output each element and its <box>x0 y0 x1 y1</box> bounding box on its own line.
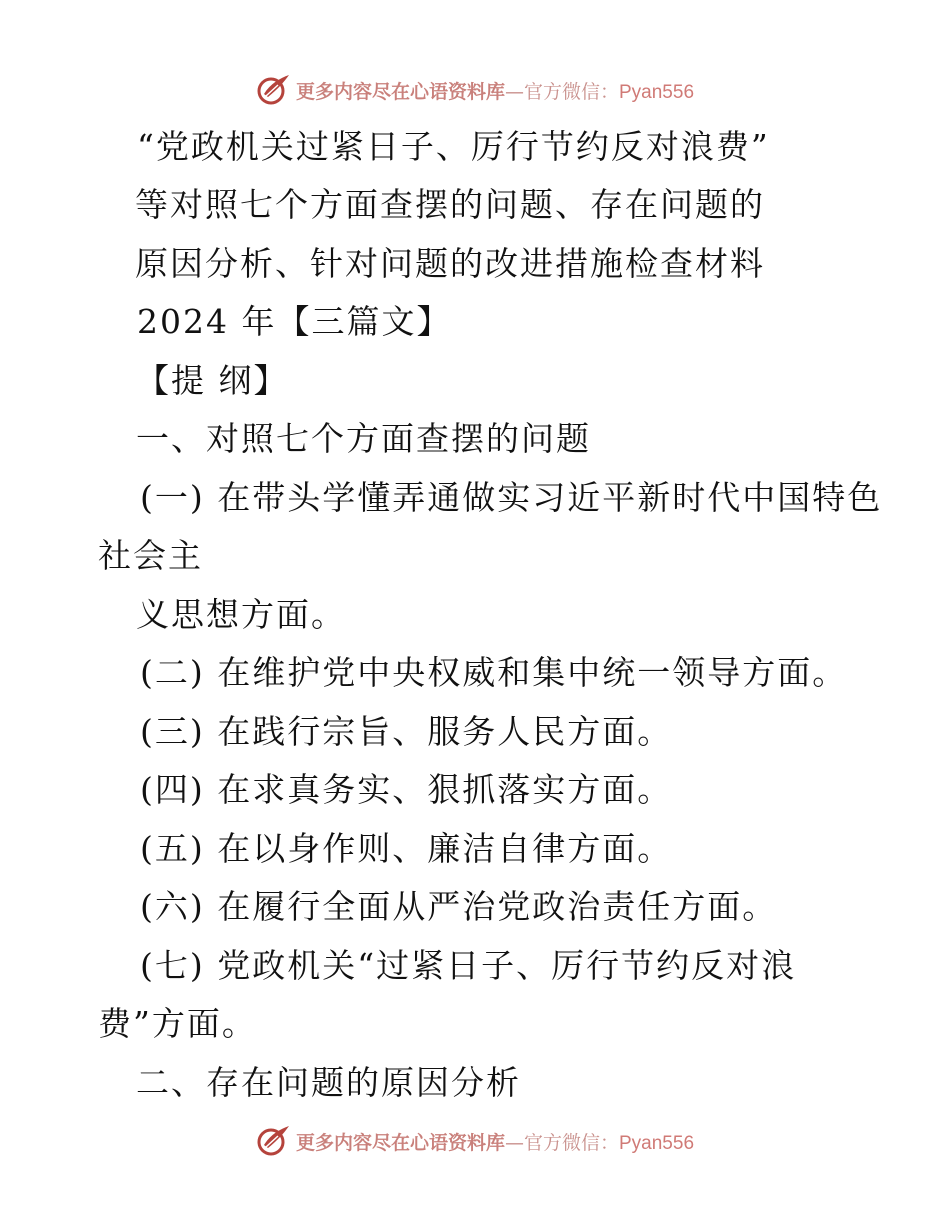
list-item-5: (五) 在以身作则、廉洁自律方面。 <box>140 829 673 868</box>
title-line-3: 原因分析、针对问题的改进措施检查材料 <box>135 244 765 283</box>
list-item-1-cont: 义思想方面。 <box>136 595 346 634</box>
footer-watermark-banner <box>0 1121 950 1161</box>
list-item-2: (二) 在维护党中央权威和集中统一领导方面。 <box>140 653 848 692</box>
list-item-6: (六) 在履行全面从严治党政治责任方面。 <box>140 887 778 926</box>
section-heading-2: 二、存在问题的原因分析 <box>136 1063 521 1102</box>
title-line-4: 2024 年【三篇文】 <box>137 302 452 341</box>
section-heading-1: 一、对照七个方面查摆的问题 <box>136 419 591 458</box>
list-item-7: (七) 党政机关“过紧日子、厉行节约反对浪 <box>140 946 797 985</box>
header-watermark-banner <box>0 70 950 110</box>
footer-watermark-text: 更多内容尽在心语资料库—官方微信：Pyan556 <box>295 1131 695 1154</box>
feather-pen-logo-icon <box>256 72 292 108</box>
list-item-4: (四) 在求真务实、狠抓落实方面。 <box>140 770 673 809</box>
outline-heading: 【提 纲】 <box>136 361 289 400</box>
list-item-7-cont: 费”方面。 <box>98 1004 257 1043</box>
title-line-2: 等对照七个方面查摆的问题、存在问题的 <box>135 185 765 224</box>
list-item-3: (三) 在践行宗旨、服务人民方面。 <box>140 712 673 751</box>
list-item-1: (一) 在带头学懂弄通做实习近平新时代中国特色 <box>140 478 883 517</box>
list-item-1-wrap: 社会主 <box>98 536 203 575</box>
feather-pen-logo-icon <box>256 1123 292 1159</box>
title-line-1: “党政机关过紧日子、厉行节约反对浪费” <box>137 127 770 166</box>
header-watermark-text: 更多内容尽在心语资料库—官方微信：Pyan556 <box>295 80 695 103</box>
